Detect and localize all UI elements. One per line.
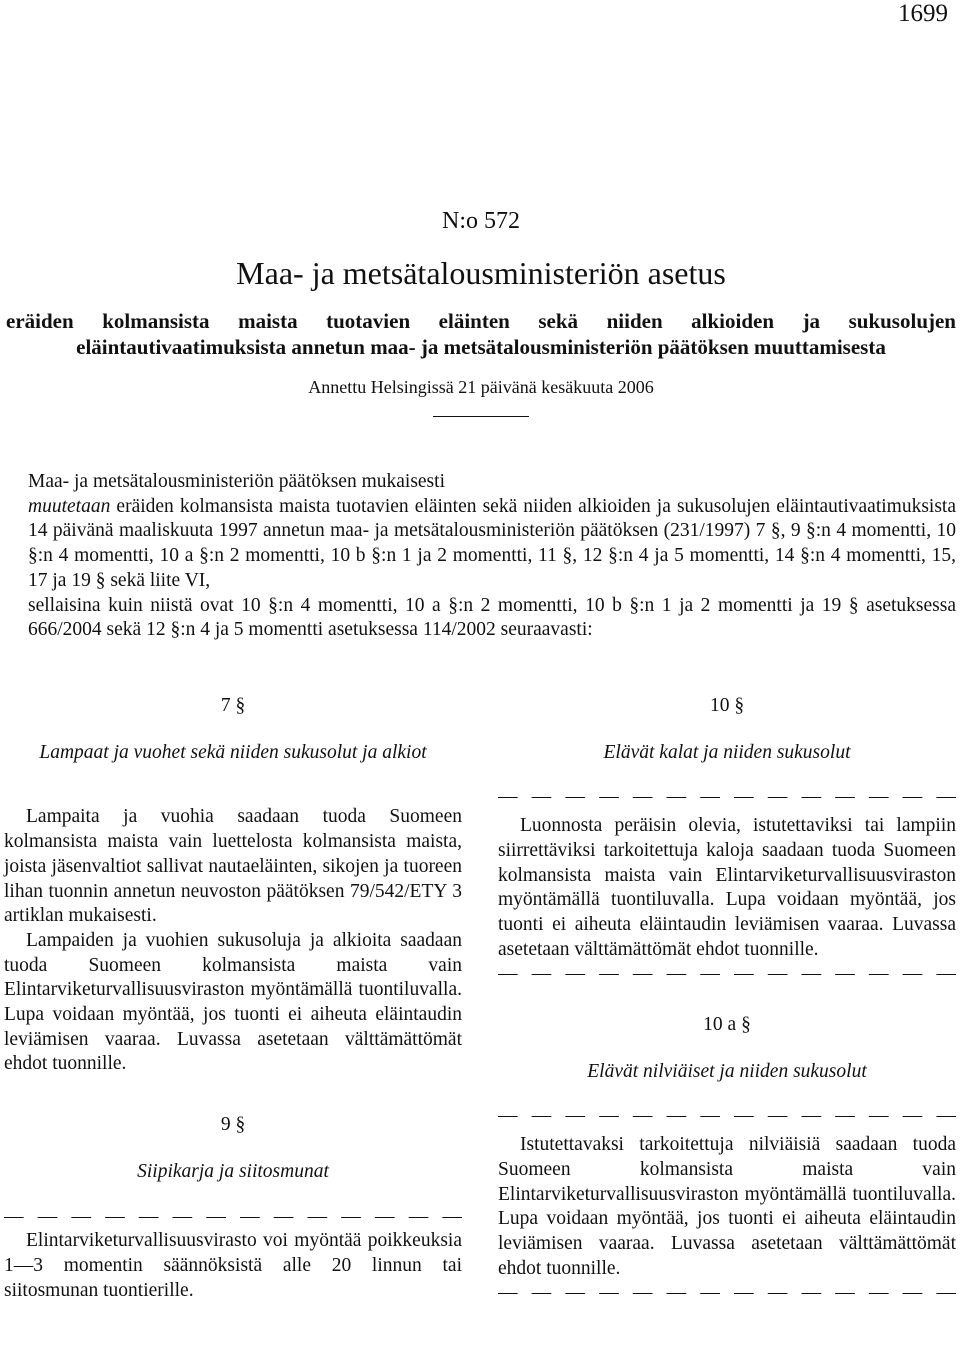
section-9-heading: Siipikarja ja siitosmunat [137,1160,329,1182]
section-10a-paragraph: Istutettavaksi tarkoitettuja nilviäisiä saadaan tuoda Suomeen kolmansista maista vain Elintarviketurvallisuusviraston myöntämällä tuontiluvalla. Lupa voidaan myöntää, jos tuonti ei aiheuta eläintaudin leviämisen vaaraa. Luvassa asetetaan välttämättömät ehdot tuonnille. [498,1134,956,1279]
left-column [4,686,462,1303]
omission-dashes: — — — — — — — — — — — — — — [4,1205,462,1227]
section-9-paragraph: Elintarviketurvallisuusvirasto voi myöntää poikkeuksia 1—3 momentin säännöksistä alle 20 linnun tai siitosmunan tuontierille. [4,1230,462,1301]
omission-dashes: — — — — — — — — — — — — — — [498,1282,956,1304]
omission-dashes: — — — — — — — — — — — — — — [498,1105,956,1127]
document-title: Maa- ja metsätalousministeriön asetus [236,255,726,291]
section-7-heading: Lampaat ja vuohet sekä niiden sukusolut ja alkiot [39,741,427,763]
right-column [498,686,956,1306]
section-10-heading: Elävät kalat ja niiden sukusolut [603,741,851,763]
document-header [6,208,956,417]
omission-dashes: — — — — — — — — — — — — — — [498,963,956,985]
statute-number: N:o 572 [442,208,520,234]
section-10-number: 10 § [709,695,745,716]
header-divider [433,416,529,417]
section-7-number: 7 § [220,695,246,716]
issue-date: Annettu Helsingissä 21 päivänä kesäkuuta 2006 [308,377,654,397]
preamble-previous-versions: sellaisina kuin niistä ovat 10 §:n 4 momentti, 10 a §:n 2 momentti, 10 b §:n 1 ja 2 momentti ja 19 § asetuksessa 666/2004 sekä 12 §:n 4 ja 5 momentti asetuksessa 114/2002 seuraavasti: [28,594,956,641]
omission-dashes: — — — — — — — — — — — — — — [498,786,956,808]
page-number: 1699 [898,0,948,27]
preamble-amendment [6,495,956,594]
section-7-paragraph-1: Lampaita ja vuohia saadaan tuoda Suomeen kolmansista maista vain luettelosta kolmansista maista, joista jäsenvaltiot sallivat nautaeläinten, sikojen ja tuoreen lihan tuonnin annetun neuvoston päätöksen 79/542/ETY 3 artiklan mukaisesti. [4,806,462,927]
section-10a-heading: Elävät nilviäiset ja niiden sukusolut [587,1060,867,1082]
section-10a-number: 10 a § [703,1014,751,1036]
preamble-verb: muutetaan [28,495,111,517]
section-9-number: 9 § [220,1114,246,1136]
section-10-paragraph: Luonnosta peräisin olevia, istutettaviksi tai lampiin siirrettäviksi tarkoitettuja kaloja saadaan tuoda Suomeen kolmansista maista vain Elintarviketurvallisuusviraston myöntämällä tuontiluvalla. Lupa voidaan myöntää, jos tuonti ei aiheuta eläintaudin leviämisen vaaraa. Luvassa asetetaan välttämättömät ehdot tuonnille. [498,815,956,960]
preamble-amendment-text: eräiden kolmansista maista tuotavien eläinten sekä niiden alkioiden ja sukusolujen eläintautivaatimuksista 14 päivänä maaliskuuta 1997 annetun maa- ja metsätalousministeriön päätöksen (231/1997) 7 §, 9 §:n 4 momentti, 10 §:n 4 momentti, 10 a §:n 2 momentti, 10 b §:n 1 ja 2 momentti, 11 §, 12 §:n 4 ja 5 momentti, 14 §:n 4 momentti, 15, 17 ja 19 § sekä liite VI, [28,495,956,591]
preamble-basis: Maa- ja metsätalousministeriön päätöksen mukaisesti [28,471,445,492]
document-subtitle: eräiden kolmansista maista tuotavien eläinten sekä niiden alkioiden ja sukusolujen eläintautivaatimuksista annetun maa- ja metsätalousministeriön päätöksen muuttamisesta [6,309,956,359]
section-7-paragraph-2: Lampaiden ja vuohien sukusoluja ja alkioita saadaan tuoda Suomeen kolmansista maista vain Elintarviketurvallisuusviraston myöntämällä tuontiluvalla. Lupa voidaan myöntää, jos tuonti ei aiheuta eläintaudin leviämisen vaaraa. Luvassa asetetaan välttämättömät ehdot tuonnille. [4,929,462,1075]
preamble [6,470,956,643]
